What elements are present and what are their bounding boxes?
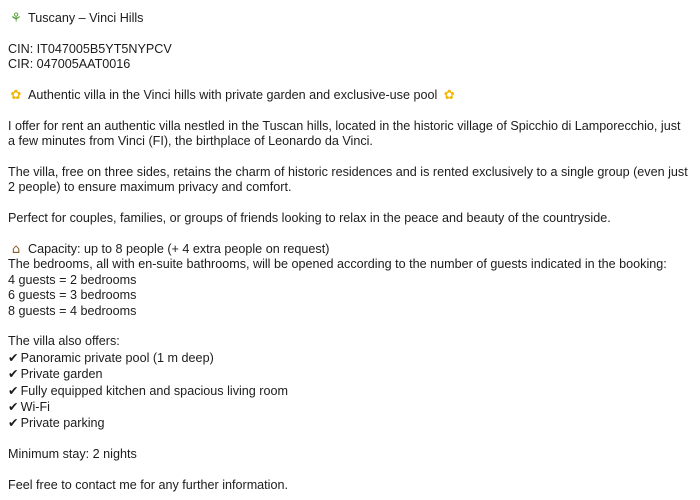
spacer [8, 103, 692, 118]
cin-code: CIN: IT047005B5YT5NYPCV [8, 41, 172, 56]
offer-item [8, 399, 692, 415]
sunflower-icon: ✿ [443, 88, 455, 103]
offer-item [8, 350, 692, 366]
headline-text: Authentic villa in the Vinci hills with private garden and exclusive-use pool [28, 88, 438, 102]
offer-item-text: Panoramic private pool (1 m deep) [20, 350, 214, 365]
intro-paragraph: I offer for rent an authentic villa nestled in the Tuscan hills, located in the historic village of Spicchio di Lamporecchio, just a few minutes from Vinci (FI), the birthplace of Leonardo da Vinci. [8, 118, 681, 149]
check-icon: ✔ [8, 366, 19, 382]
contact-note: Feel free to contact me for any further information. [8, 478, 288, 493]
bedrooms-intro: The bedrooms, all with en-suite bathrooms, will be opened according to the number of guests indicated in the booking: [8, 257, 667, 272]
spacer [8, 150, 692, 165]
offer-item-text: Private garden [20, 367, 103, 382]
listing-title [8, 11, 692, 26]
offer-item-text: Fully equipped kitchen and spacious living room [20, 383, 288, 398]
check-icon: ✔ [8, 415, 19, 431]
offer-item [8, 366, 692, 382]
check-icon: ✔ [8, 349, 19, 365]
spacer [8, 196, 692, 211]
perfect-paragraph: Perfect for couples, families, or groups of friends looking to relax in the peace and beauty of the countryside. [8, 211, 611, 226]
listing-title-text: Tuscany – Vinci Hills [28, 11, 144, 25]
minimum-stay: Minimum stay: 2 nights [8, 447, 137, 462]
sunflower-icon: ✿ [10, 88, 22, 103]
listing-description [8, 11, 692, 493]
offer-item [8, 415, 692, 431]
house-with-garden-icon: ⌂ [11, 242, 21, 257]
check-icon: ✔ [8, 399, 19, 415]
offers-heading: The villa also offers: [8, 334, 120, 349]
bedrooms-row: 6 guests = 3 bedrooms [8, 288, 137, 303]
villa-paragraph: The villa, free on three sides, retains the charm of historic residences and is rented exclusively to a single group (even just 2 people) to ensure maximum privacy and comfort. [8, 165, 688, 195]
check-icon: ✔ [8, 382, 19, 398]
spacer [8, 26, 692, 41]
spacer [8, 319, 692, 334]
capacity-line [8, 242, 692, 257]
spacer [8, 432, 692, 447]
spacer [8, 73, 692, 88]
spacer [8, 463, 692, 478]
offer-item [8, 383, 692, 399]
cir-code: CIR: 047005AAT0016 [8, 57, 131, 72]
capacity-text: Capacity: up to 8 people (+ 4 extra people on request) [28, 242, 330, 256]
bedrooms-row: 4 guests = 2 bedrooms [8, 272, 137, 287]
offer-item-text: Private parking [20, 416, 105, 431]
headline [8, 88, 692, 103]
bedrooms-row: 8 guests = 4 bedrooms [8, 303, 137, 318]
spacer [8, 227, 692, 242]
offer-item-text: Wi-Fi [20, 400, 50, 415]
herb-icon: ⚘ [10, 11, 22, 26]
